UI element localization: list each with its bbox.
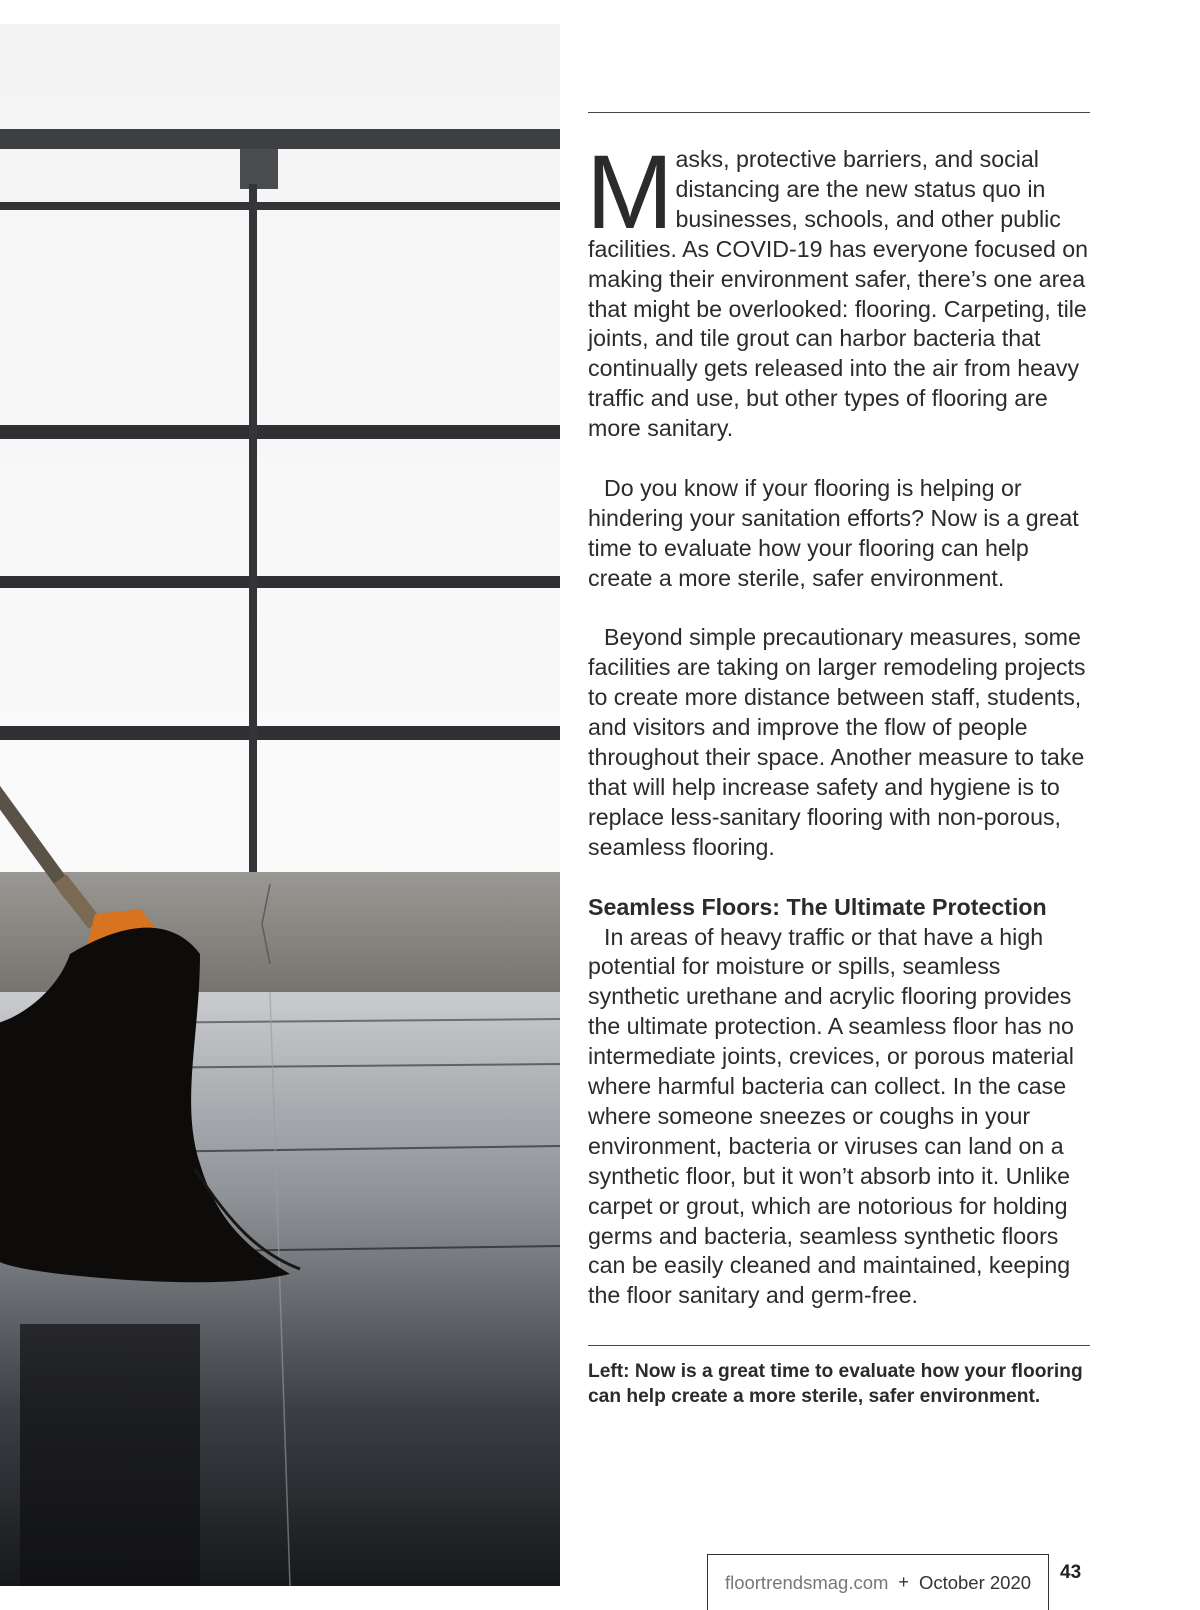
drop-cap: M bbox=[586, 134, 674, 251]
footer-box bbox=[707, 1554, 1049, 1610]
top-rule bbox=[588, 112, 1090, 113]
mop-photo-illustration bbox=[0, 24, 560, 1586]
footer-issue-date: October 2020 bbox=[918, 1571, 1032, 1593]
caption-rule bbox=[588, 1345, 1090, 1346]
paragraph-4: In areas of heavy traffic or that have a high potential for moisture or spills, seamless synthetic urethane and acrylic flooring provides the ultimate protection. A seamless floor has no intermediate joints, crevices, or porous material where harmful bacteria can collect. In the case where someone sneezes or coughs in your environment, bacteria or viruses can land on a synthetic floor, but it won’t absorb into it. Unlike carpet or grout, which are notorious for holding germs and bacteria, seamless synthetic floors can be easily cleaned and maintained, keeping the floor sanitary and germ-free. bbox=[588, 923, 1074, 1309]
paragraph-1 bbox=[586, 134, 1090, 444]
section-heading: Seamless Floors: The Ultimate Protection bbox=[588, 893, 1047, 920]
railing-top-bar bbox=[0, 129, 560, 149]
photo-caption: Left: Now is a great time to evaluate how your flooring can help create a more sterile, safer environment. bbox=[588, 1361, 1083, 1407]
paragraph-3: Beyond simple precautionary measures, some facilities are taking on larger remodeling projects to create more distance between staff, students, and visitors and improve the flow of people throughout their space. Another measure to take that will help increase safety and hygiene is to replace less-sanitary flooring with non-porous, seamless flooring. bbox=[588, 624, 1086, 860]
article-column bbox=[588, 112, 1090, 1409]
paragraph-2: Do you know if your flooring is helping or hindering your sanitation efforts? Now is a great time to evaluate how your flooring can help create a more sterile, safer environment. bbox=[588, 474, 1079, 591]
page-number: 43 bbox=[1060, 1562, 1082, 1583]
article-body bbox=[586, 134, 1090, 1311]
article-photo bbox=[0, 24, 560, 1586]
footer-separator: + bbox=[898, 1572, 909, 1592]
footer-site-link[interactable]: floortrendsmag.com bbox=[724, 1571, 889, 1593]
paragraph-1-text: asks, protective barriers, and social distancing are the new status quo in businesses, schools, and other public facilities. As COVID-19 has everyone focused on making their environment safer, there’s one area that might be overlooked: flooring. Carpeting, tile joints, and tile grout can harbor bacteria that continually gets released into the air from heavy traffic and use, but other types of flooring are more sanitary. bbox=[588, 146, 1089, 442]
